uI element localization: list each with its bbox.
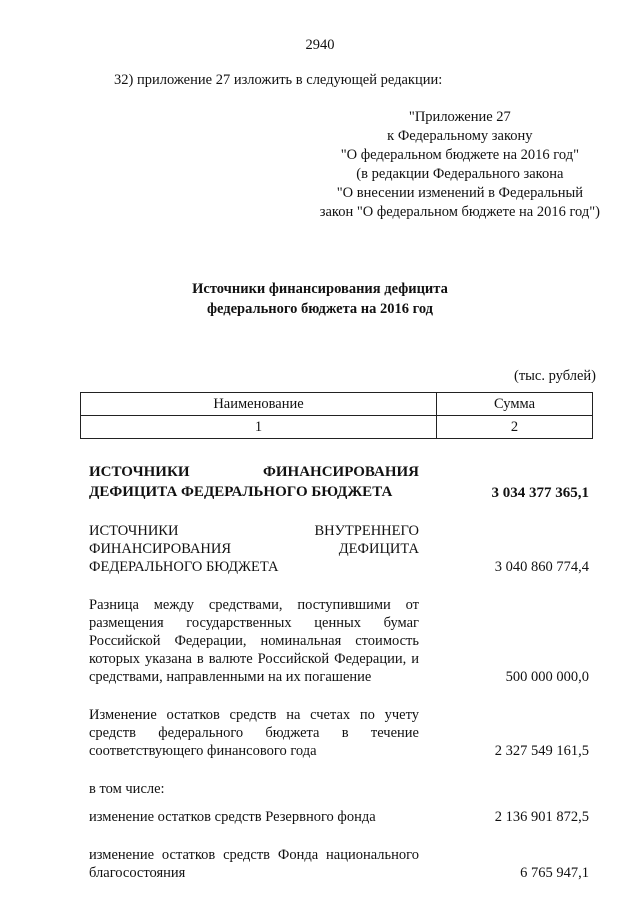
instruction-text: 32) приложение 27 изложить в следующей редакции: <box>114 72 443 88</box>
row-amount: 2 136 901 872,5 <box>494 809 589 825</box>
table-header <box>80 392 593 439</box>
appendix-header <box>320 108 600 222</box>
appendix-header-line: "О внесении изменений в Федеральный <box>336 185 583 201</box>
appendix-header-line: "Приложение 27 <box>408 109 511 125</box>
table-row <box>89 596 589 686</box>
table-row <box>89 706 589 760</box>
appendix-header-line: (в редакции Федерального закона <box>356 166 564 182</box>
row-name: изменение остатков средств Резервного фонда <box>89 809 376 825</box>
page-number: 2940 <box>305 37 335 53</box>
table-row <box>89 462 589 502</box>
row-name: Изменение остатков средств на счетах по учету средств федерального бюджета в течение соответствующего финансового года <box>89 707 419 759</box>
row-name: Разница между средствами, поступившими от размещения государственных ценных бумаг Российской Федерации, номинальная стоимость которых указана в валюте Российской Федерации, и средствами, направленными на их погашение <box>89 597 419 685</box>
table-number-row <box>81 416 593 439</box>
appendix-header-line: к Федеральному закону <box>387 128 533 144</box>
appendix-header-line: закон "О федеральном бюджете на 2016 год") <box>319 204 600 220</box>
row-amount: 6 765 947,1 <box>520 865 589 881</box>
row-name: изменение остатков средств Фонда национального благосостояния <box>89 847 419 881</box>
column-header-name: Наименование <box>81 393 437 416</box>
row-amount: 500 000 000,0 <box>505 669 589 685</box>
title-line: Источники финансирования дефицита <box>192 281 448 297</box>
title-line: федерального бюджета на 2016 год <box>206 301 433 317</box>
row-name: ИСТОЧНИКИ ВНУТРЕННЕГО ФИНАНСИРОВАНИЯ ДЕФИЦИТА ФЕДЕРАЛЬНОГО БЮДЖЕТА <box>89 523 419 575</box>
row-amount: 3 034 377 365,1 <box>491 485 589 501</box>
units-label: (тыс. рублей) <box>514 368 596 384</box>
table-row <box>89 780 589 798</box>
appendix-header-line: "О федеральном бюджете на 2016 год" <box>340 147 580 163</box>
row-amount: 2 327 549 161,5 <box>494 743 589 759</box>
table-row <box>89 522 589 576</box>
table-body <box>89 462 589 902</box>
table-row <box>89 808 589 826</box>
row-amount: 3 040 860 774,4 <box>494 559 589 575</box>
column-number-sum: 2 <box>437 416 593 439</box>
row-name: в том числе: <box>89 781 165 797</box>
column-header-sum: Сумма <box>437 393 593 416</box>
document-title <box>0 279 640 319</box>
table-header-row <box>81 393 593 416</box>
table-row <box>89 846 589 882</box>
column-number-name: 1 <box>81 416 437 439</box>
row-name: ИСТОЧНИКИ ФИНАНСИРОВАНИЯ ДЕФИЦИТА ФЕДЕРАЛЬНОГО БЮДЖЕТА <box>89 464 419 500</box>
